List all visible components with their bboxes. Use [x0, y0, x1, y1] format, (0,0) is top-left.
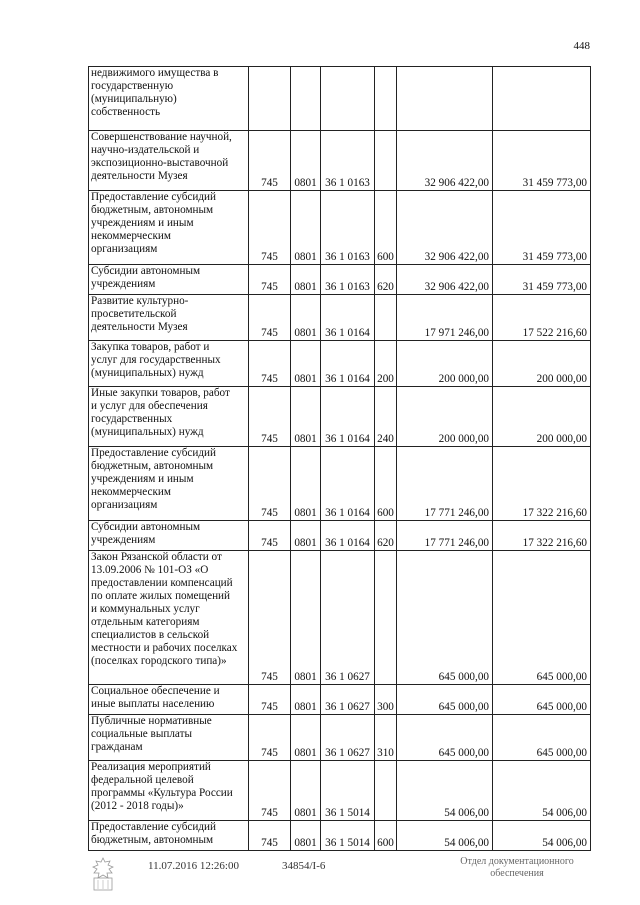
table-row — [89, 521, 591, 551]
ved-code: 745 — [249, 191, 291, 265]
target-article-code: 36 1 5014 — [321, 821, 375, 851]
amount-year-1: 54 006,00 — [397, 821, 493, 851]
amount-year-2: 17 522 216,60 — [493, 295, 591, 341]
amount-year-1: 645 000,00 — [397, 685, 493, 715]
ved-code — [249, 67, 291, 131]
section-code — [291, 67, 321, 131]
expense-type-code: 600 — [375, 821, 397, 851]
expense-type-code — [375, 131, 397, 191]
table-row — [89, 821, 591, 851]
row-name: Закупка товаров, работ и услуг для государственных (муниципальных) нужд — [89, 341, 249, 387]
expense-type-code: 300 — [375, 685, 397, 715]
expense-type-code: 620 — [375, 265, 397, 295]
ved-code: 745 — [249, 685, 291, 715]
target-article-code: 36 1 0163 — [321, 265, 375, 295]
table-row — [89, 131, 591, 191]
amount-year-1: 54 006,00 — [397, 761, 493, 821]
row-name: Предоставление субсидий бюджетным, автономным учреждениям и иным некоммерческим организациям — [89, 447, 249, 521]
section-code: 0801 — [291, 715, 321, 761]
amount-year-1: 17 771 246,00 — [397, 447, 493, 521]
expense-type-code: 200 — [375, 341, 397, 387]
section-code: 0801 — [291, 685, 321, 715]
amount-year-2: 31 459 773,00 — [493, 131, 591, 191]
row-name: Иные закупки товаров, работ и услуг для обеспечения государственных (муниципальных) нужд — [89, 387, 249, 447]
table-row — [89, 551, 591, 685]
amount-year-2: 645 000,00 — [493, 551, 591, 685]
amount-year-2: 17 322 216,60 — [493, 447, 591, 521]
row-name: недвижимого имущества в государственную (муниципальную) собственность — [89, 67, 249, 131]
table-row — [89, 761, 591, 821]
footer-department: Отдел документационного обеспечения — [460, 856, 574, 879]
amount-year-1: 200 000,00 — [397, 341, 493, 387]
expense-type-code: 600 — [375, 447, 397, 521]
row-name: Предоставление субсидий бюджетным, автономным — [89, 821, 249, 851]
table-row — [89, 265, 591, 295]
amount-year-2: 17 322 216,60 — [493, 521, 591, 551]
ved-code: 745 — [249, 521, 291, 551]
section-code: 0801 — [291, 191, 321, 265]
ved-code: 745 — [249, 341, 291, 387]
target-article-code — [321, 67, 375, 131]
page-footer — [0, 856, 640, 896]
row-name: Развитие культурно- просветительской деятельности Музея — [89, 295, 249, 341]
ved-code: 745 — [249, 295, 291, 341]
amount-year-2 — [493, 67, 591, 131]
ved-code: 745 — [249, 715, 291, 761]
section-code: 0801 — [291, 447, 321, 521]
expense-type-code — [375, 761, 397, 821]
amount-year-1: 32 906 422,00 — [397, 131, 493, 191]
table-body — [89, 67, 591, 851]
target-article-code: 36 1 0164 — [321, 295, 375, 341]
footer-doc-number: 34854/I-6 — [282, 860, 326, 872]
row-name: Предоставление субсидий бюджетным, автономным учреждениям и иным некоммерческим организациям — [89, 191, 249, 265]
target-article-code: 36 1 0627 — [321, 715, 375, 761]
ved-code: 745 — [249, 387, 291, 447]
target-article-code: 36 1 0163 — [321, 191, 375, 265]
ved-code: 745 — [249, 265, 291, 295]
row-name: Субсидии автономным учреждениям — [89, 521, 249, 551]
expense-type-code: 310 — [375, 715, 397, 761]
row-name: Публичные нормативные социальные выплаты гражданам — [89, 715, 249, 761]
amount-year-1: 17 771 246,00 — [397, 521, 493, 551]
table-row — [89, 387, 591, 447]
target-article-code: 36 1 0163 — [321, 131, 375, 191]
amount-year-2: 645 000,00 — [493, 715, 591, 761]
section-code: 0801 — [291, 761, 321, 821]
table-row — [89, 67, 591, 131]
table-row — [89, 715, 591, 761]
target-article-code: 36 1 5014 — [321, 761, 375, 821]
ved-code: 745 — [249, 761, 291, 821]
ved-code: 745 — [249, 447, 291, 521]
section-code: 0801 — [291, 521, 321, 551]
target-article-code: 36 1 0627 — [321, 685, 375, 715]
section-code: 0801 — [291, 295, 321, 341]
amount-year-2: 31 459 773,00 — [493, 191, 591, 265]
amount-year-1: 32 906 422,00 — [397, 191, 493, 265]
page-number: 448 — [573, 40, 590, 52]
section-code: 0801 — [291, 821, 321, 851]
coat-of-arms-icon — [88, 856, 118, 892]
amount-year-1 — [397, 67, 493, 131]
row-name: Закон Рязанской области от 13.09.2006 № 101-ОЗ «О предоставлении компенсаций по оплате жилых помещений и коммунальных услуг отдельным категориям специалистов в сельской местности и рабочих поселках (поселках городского типа)» — [89, 551, 249, 685]
ved-code: 745 — [249, 551, 291, 685]
expense-type-code: 600 — [375, 191, 397, 265]
expense-type-code — [375, 551, 397, 685]
budget-table — [88, 66, 591, 851]
section-code: 0801 — [291, 387, 321, 447]
expense-type-code: 240 — [375, 387, 397, 447]
expense-type-code: 620 — [375, 521, 397, 551]
table-row — [89, 341, 591, 387]
amount-year-2: 54 006,00 — [493, 821, 591, 851]
row-name: Социальное обеспечение и иные выплаты населению — [89, 685, 249, 715]
amount-year-1: 645 000,00 — [397, 551, 493, 685]
amount-year-2: 200 000,00 — [493, 341, 591, 387]
row-name: Субсидии автономным учреждениям — [89, 265, 249, 295]
amount-year-1: 32 906 422,00 — [397, 265, 493, 295]
expense-type-code — [375, 295, 397, 341]
row-name: Совершенствование научной, научно-издательской и экспозиционно-выставочной деятельности Музея — [89, 131, 249, 191]
amount-year-2: 54 006,00 — [493, 761, 591, 821]
table-row — [89, 447, 591, 521]
expense-type-code — [375, 67, 397, 131]
amount-year-2: 645 000,00 — [493, 685, 591, 715]
target-article-code: 36 1 0164 — [321, 447, 375, 521]
footer-timestamp: 11.07.2016 12:26:00 — [148, 860, 239, 872]
amount-year-2: 200 000,00 — [493, 387, 591, 447]
row-name: Реализация мероприятий федеральной целевой программы «Культура России (2012 - 2018 годы)» — [89, 761, 249, 821]
amount-year-1: 200 000,00 — [397, 387, 493, 447]
table-row — [89, 191, 591, 265]
ved-code: 745 — [249, 821, 291, 851]
target-article-code: 36 1 0627 — [321, 551, 375, 685]
section-code: 0801 — [291, 131, 321, 191]
section-code: 0801 — [291, 551, 321, 685]
amount-year-1: 645 000,00 — [397, 715, 493, 761]
table-row — [89, 685, 591, 715]
amount-year-1: 17 971 246,00 — [397, 295, 493, 341]
section-code: 0801 — [291, 341, 321, 387]
target-article-code: 36 1 0164 — [321, 387, 375, 447]
target-article-code: 36 1 0164 — [321, 521, 375, 551]
section-code: 0801 — [291, 265, 321, 295]
ved-code: 745 — [249, 131, 291, 191]
amount-year-2: 31 459 773,00 — [493, 265, 591, 295]
table-row — [89, 295, 591, 341]
target-article-code: 36 1 0164 — [321, 341, 375, 387]
